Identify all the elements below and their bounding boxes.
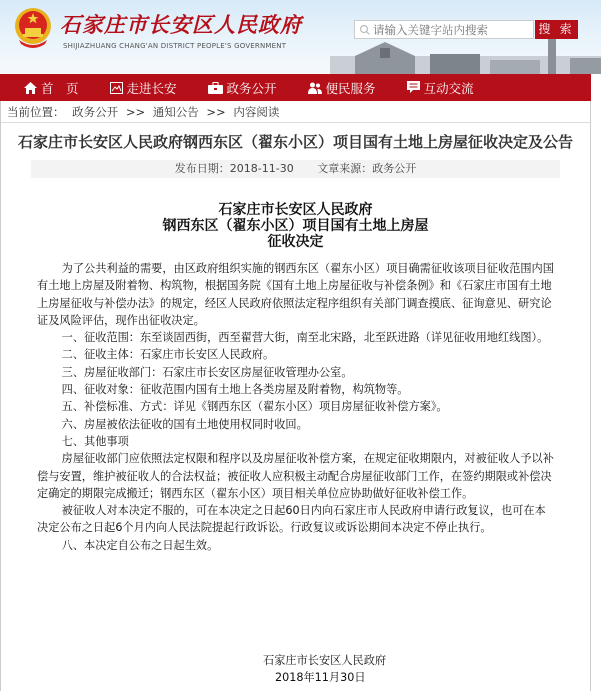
nav-item-services[interactable] [308,79,376,97]
building-banner-image [330,34,601,74]
document-heading [1,202,590,250]
site-subtitle: SHIJIAZHUANG CHANG'AN DISTRICT PEOPLE'S GOVERNMENT [63,42,287,50]
search-box [354,20,534,39]
national-emblem-icon [13,6,53,50]
paragraph: 房屋征收部门应依照法定权限和程序以及房屋征收补偿方案，在规定征收期限内，对被征收人予以补偿与安置，维护被征收人的合法权益；被征收人应积极主动配合房屋征收部门工作，在签约期限或补偿决定确定的期限完成搬迁；钢西东区（翟东小区）项目相关单位应协助做好征收补偿工作。 [37,452,554,500]
site-title: 石家庄市长安区人民政府 [60,12,302,37]
signature-block [263,652,386,686]
chat-icon [407,81,420,94]
content-area [0,101,591,691]
search-icon [359,24,371,36]
paragraph: 八、本决定自公布之日起生效。 [61,538,219,552]
picture-icon [110,82,123,94]
breadcrumb-separator: >> [125,105,146,119]
signature-date: 2018年11月30日 [275,671,366,684]
search-input[interactable] [373,23,533,37]
paragraph: 为了公共利益的需要，由区政府组织实施的钢西东区（翟东小区）项目确需征收该项目征收范围内国有土地上房屋及附着物、构筑物，根据国务院《国有土地上房屋征收与补偿条例》和《石家庄市国有土地上房屋征收与补偿办法》的规定，经区人民政府依照法定程序组织有关部门调查摸底、征询意见、研究论证及风险评估，现作出征收决定。 [37,262,554,327]
publish-date: 发布日期：2018-11-30 [174,162,294,175]
paragraph: 四、征收对象：征收范围内国有土地上各类房屋及附着物，构筑物等。 [61,383,409,397]
article-meta [31,160,560,178]
article-source: 文章来源：政务公开 [317,162,417,175]
nav-item-about[interactable] [110,79,177,97]
search-button[interactable]: 搜 索 [535,20,578,39]
nav-item-interaction[interactable] [407,79,474,97]
nav-label: 政务公开 [226,80,277,96]
briefcase-icon [208,82,223,94]
breadcrumb-link-gov-affairs[interactable]: 政务公开 [72,105,119,119]
paragraph: 一、征收范围：东至谈固西街，西至翟营大街，南至北宋路，北至跃进路（详见征收用地红线图）。 [61,331,549,345]
nav-item-home[interactable] [24,79,79,97]
paragraph: 被征收人对本决定不服的，可在本决定之日起60日内向石家庄市人民政府申请行政复议，也可在本决定公布之日起6个月内向人民法院提起行政诉讼。行政复议或诉讼期间本决定不停止执行。 [37,504,546,535]
signature-org: 石家庄市长安区人民政府 [263,654,387,667]
breadcrumb [1,101,590,123]
users-icon [308,82,322,94]
breadcrumb-separator: >> [206,105,226,119]
breadcrumb-link-notices[interactable]: 通知公告 [152,105,199,119]
nav-label: 首 页 [41,80,79,96]
main-nav [0,74,591,101]
nav-label: 便民服务 [325,80,376,96]
breadcrumb-prefix: 当前位置： [7,105,65,119]
nav-label: 互动交流 [423,80,474,96]
paragraph: 七、其他事项 [61,434,129,448]
doc-heading-line: 钢西东区（翟东小区）项目国有土地上房屋 [162,218,429,234]
doc-heading-line: 征收决定 [267,234,324,250]
nav-item-gov-affairs[interactable] [208,79,277,97]
paragraph: 五、补偿标准、方式：详见《钢西东区（翟东小区）项目房屋征收补偿方案》。 [61,400,448,414]
breadcrumb-current: 内容阅读 [233,105,280,119]
home-icon [24,82,37,94]
paragraph: 三、房屋征收部门：石家庄市长安区房屋征收管理办公室。 [61,365,353,379]
doc-heading-line: 石家庄市长安区人民政府 [218,202,373,218]
paragraph: 六、房屋被依法征收的国有土地使用权同时收回。 [61,417,308,431]
paragraph: 二、征收主体：石家庄市长安区人民政府。 [61,348,275,362]
article-title: 石家庄市长安区人民政府钢西东区（翟东小区）项目国有土地上房屋征收决定及公告 [17,133,573,151]
article-body [1,260,590,554]
nav-label: 走进长安 [126,80,177,96]
site-header [0,0,601,74]
